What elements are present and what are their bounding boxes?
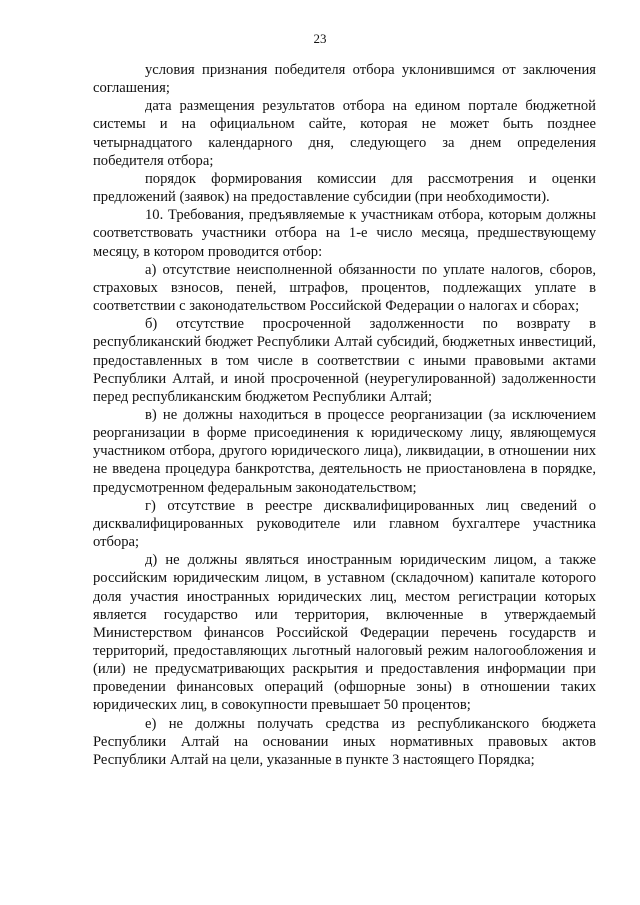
- paragraph-subitem-g: г) отсутствие в реестре дисквалифицированных лиц сведений о дисквалифицированных руководителе или главном бухгалтере участника отбора;: [93, 497, 596, 551]
- paragraph-subitem-d: д) не должны являться иностранным юридическим лицом, а также российским юридическим лицом, в уставном (складочном) капитале которого доля участия иностранных юридических лиц, местом регистрации которых является государство или территория, включенные в утверждаемый Министерством финансов Российской Федерации перечень государств и территорий, предоставляющих льготный налоговый режим налогообложения и (или) не предусматривающих раскрытия и предоставления информации при проведении финансовых операций (офшорные зоны) в отношении таких юридических лиц, в совокупности превышает 50 процентов;: [93, 552, 596, 714]
- paragraph-item-10-requirements: 10. Требования, предъявляемые к участникам отбора, которым должны соответствовать участники отбора на 1-е число месяца, предшествующему месяцу, в котором проводится отбор:: [93, 207, 596, 260]
- paragraph-results-publication-date: дата размещения результатов отбора на едином портале бюджетной системы и на официальном сайте, которая не может быть позднее четырнадцатого календарного дня, следующего за днем определения победителя отбора;: [93, 98, 596, 169]
- paragraph-subitem-b: б) отсутствие просроченной задолженности по возврату в республиканский бюджет Республики Алтай субсидий, бюджетных инвестиций, предоставленных в том числе в соответствии с иными правовыми актами Республики Алтай, и иной просроченной (неурегулированной) задолженности перед республиканским бюджетом Республики Алтай;: [93, 316, 596, 405]
- paragraph-subitem-v: в) не должны находиться в процессе реорганизации (за исключением реорганизации в форме присоединения к юридическому лицу, являющемуся участником отбора, другого юридического лица), ликвидации, в отношении них не введена процедура банкротства, деятельность не приостановлена в порядке, предусмотренном федеральным законодательством;: [93, 406, 596, 496]
- paragraph-subitem-a: а) отсутствие неисполненной обязанности по уплате налогов, сборов, страховых взносов, пеней, штрафов, процентов, подлежащих уплате в соответствии с законодательством Российской Федерации о налогах и сборах;: [93, 261, 596, 315]
- paragraph-subitem-e: е) не должны получать средства из республиканского бюджета Республики Алтай на основании иных нормативных правовых актов Республики Алтай на цели, указанные в пункте 3 настоящего Порядка;: [93, 715, 596, 768]
- paragraph-winner-evasion-conditions: условия признания победителя отбора уклонившимся от заключения соглашения;: [93, 62, 596, 97]
- document-body: [93, 61, 596, 769]
- page-number: 23: [313, 31, 327, 46]
- paragraph-commission-formation: порядок формирования комиссии для рассмотрения и оценки предложений (заявок) на предоставление субсидии (при необходимости).: [93, 170, 596, 206]
